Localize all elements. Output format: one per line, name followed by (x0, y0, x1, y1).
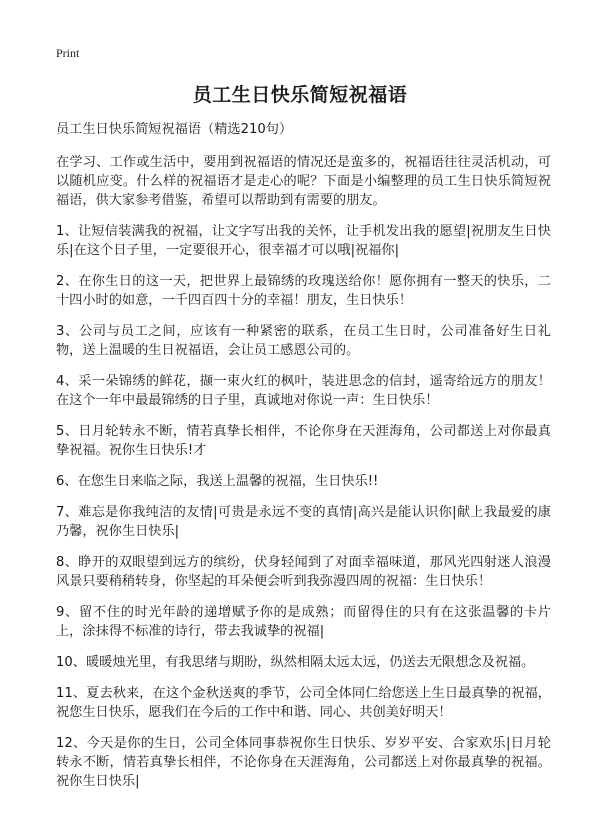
article-body (56, 120, 551, 803)
list-item: 3、公司与员工之间，应该有一种紧密的联系，在员工生日时，公司准备好生日礼物，送上温暖的生日祝福语，会让员工感恩公司的。 (56, 324, 551, 358)
list-item: 2、在你生日的这一天，把世界上最锦绣的玫瑰送给你！愿你拥有一整天的快乐，二十四小时的如意，一千四百四十分的幸福！朋友，生日快乐！ (56, 274, 551, 308)
list-item: 1、让短信装满我的祝福，让文字写出我的关怀，让手机发出我的愿望|祝朋友生日快乐|在这个日子里，一定要很开心，很幸福才可以哦|祝福你| (56, 224, 551, 258)
list-item: 9、留不住的时光年龄的递增赋予你的是成熟；而留得住的只有在这张温馨的卡片上，涂抹得不标准的诗行，带去我诚挚的祝福| (56, 605, 551, 639)
page-title: 员工生日快乐简短祝福语 (192, 84, 408, 106)
list-item: 11、夏去秋来，在这个金秋送爽的季节，公司全体同仁给您送上生日最真挚的祝福，祝您生日快乐，愿我们在今后的工作中和谐、同心、共创美好明天！ (56, 686, 551, 720)
list-item: 4、采一朵锦绣的鲜花，撷一束火红的枫叶，装进思念的信封，遥寄给远方的朋友！在这个一年中最最锦绣的日子里，真诚地对你说一声：生日快乐！ (56, 374, 551, 408)
list-item: 5、日月轮转永不断，情若真挚长相伴，不论你身在天涯海角，公司都送上对你最真挚祝福。祝你生日快乐!才 (56, 424, 551, 458)
list-item: 8、睁开的双眼望到远方的缤纷，伏身轻闻到了对面幸福味道，那风光四射迷人浪漫风景只要稍稍转身，你坚起的耳朵便会听到我弥漫四周的祝福：生日快乐！ (56, 555, 551, 589)
list-item: 12、今天是你的生日，公司全体同事恭祝你生日快乐、岁岁平安、合家欢乐|日月轮转永不断，情若真挚长相伴，不论你身在天涯海角，公司都送上对你最真挚的祝福。祝你生日快乐| (56, 736, 551, 789)
list-item: 7、难忘是你我纯洁的友情|可贵是永远不变的真情|高兴是能认识你|献上我最爱的康乃馨，祝你生日快乐| (56, 505, 551, 539)
intro-paragraph: 在学习、工作或生活中，要用到祝福语的情况还是蛮多的，祝福语往往灵活机动，可以随机应变。什么样的祝福语才是走心的呢？下面是小编整理的员工生日快乐简短祝福语，供大家参考借鉴，希望可以帮助到有需要的朋友。 (56, 155, 551, 208)
article-subtitle: 员工生日快乐简短祝福语（精选210句） (56, 122, 293, 137)
list-item: 10、暖暖烛光里，有我思绪与期盼，纵然相隔太远太远，仍送去无限想念及祝福。 (56, 655, 535, 670)
print-link[interactable]: Print (56, 46, 80, 60)
list-item: 6、在您生日来临之际，我送上温馨的祝福，生日快乐!! (56, 474, 379, 489)
